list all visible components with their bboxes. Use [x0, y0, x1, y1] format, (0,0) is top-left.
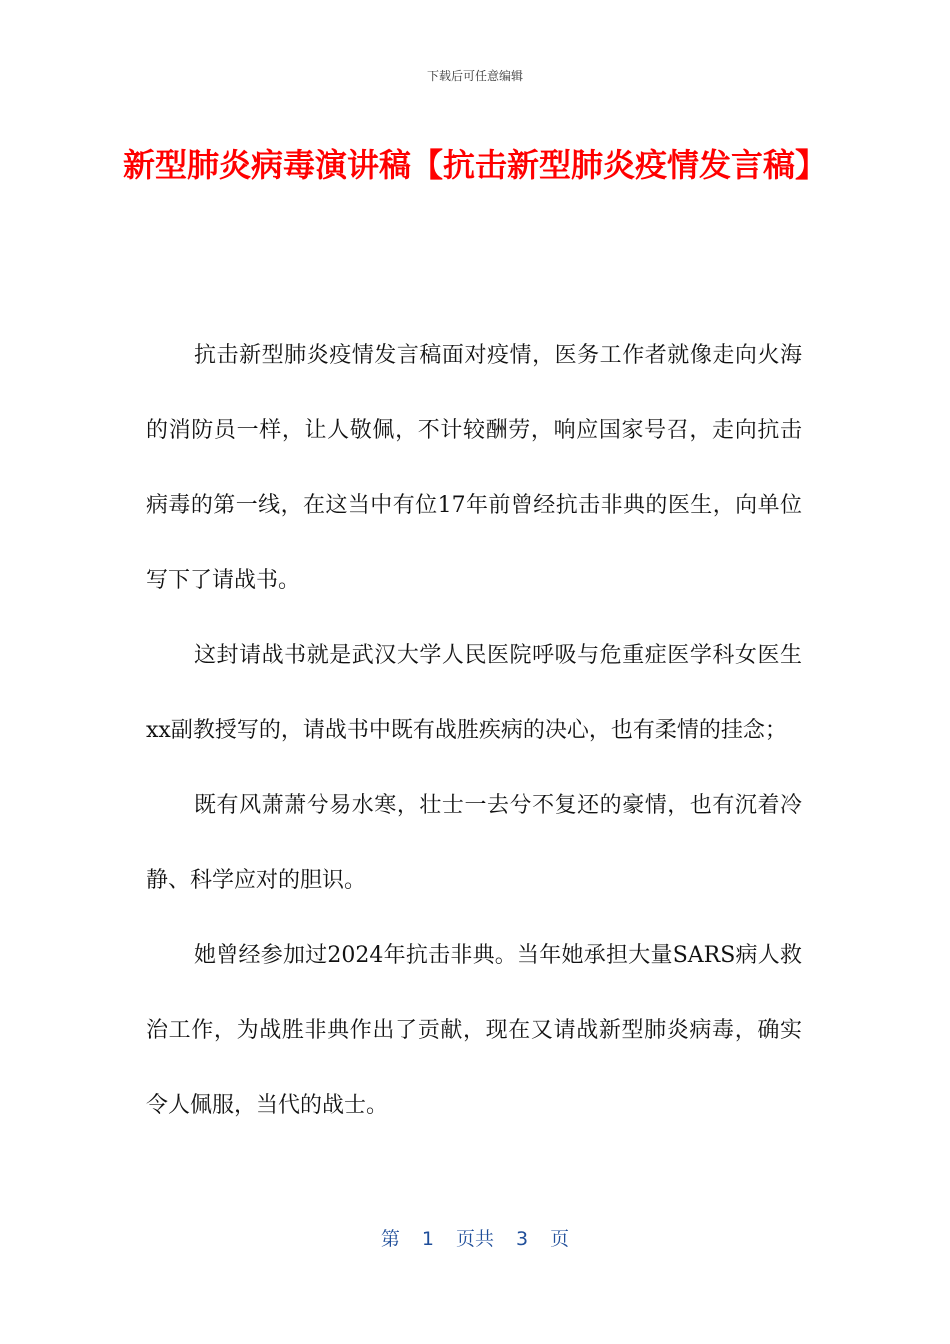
footer-page-total: 3 [516, 1228, 529, 1250]
page-footer [0, 1226, 950, 1252]
paragraph: 抗击新型肺炎疫情发言稿面对疫情，医务工作者就像走向火海的消防员一样，让人敬佩，不计较酬劳，响应国家号召，走向抗击病毒的第一线，在这当中有位17年前曾经抗击非典的医生，向单位写下了请战书。 [146, 343, 802, 593]
document-title: 新型肺炎病毒演讲稿【抗击新型肺炎疫情发言稿】 [122, 146, 827, 184]
paragraph: 她曾经参加过2024年抗击非典。当年她承担大量SARS病人救治工作，为战胜非典作出了贡献，现在又请战新型肺炎病毒，确实令人佩服，当代的战士。 [146, 943, 802, 1118]
document-body [146, 318, 802, 1143]
paragraph: 这封请战书就是武汉大学人民医院呼吸与危重症医学科女医生xx副教授写的，请战书中既有战胜疾病的决心，也有柔情的挂念； [146, 643, 802, 743]
paragraph: 既有风萧萧兮易水寒，壮士一去兮不复还的豪情，也有沉着冷静、科学应对的胆识。 [146, 793, 802, 893]
header-note: 下载后可任意编辑 [426, 69, 523, 83]
footer-page-suffix: 页 [550, 1228, 570, 1250]
footer-page-number: 1 [421, 1228, 434, 1250]
footer-page-mid: 页共 [455, 1228, 494, 1250]
footer-page-prefix: 第 [380, 1228, 400, 1250]
